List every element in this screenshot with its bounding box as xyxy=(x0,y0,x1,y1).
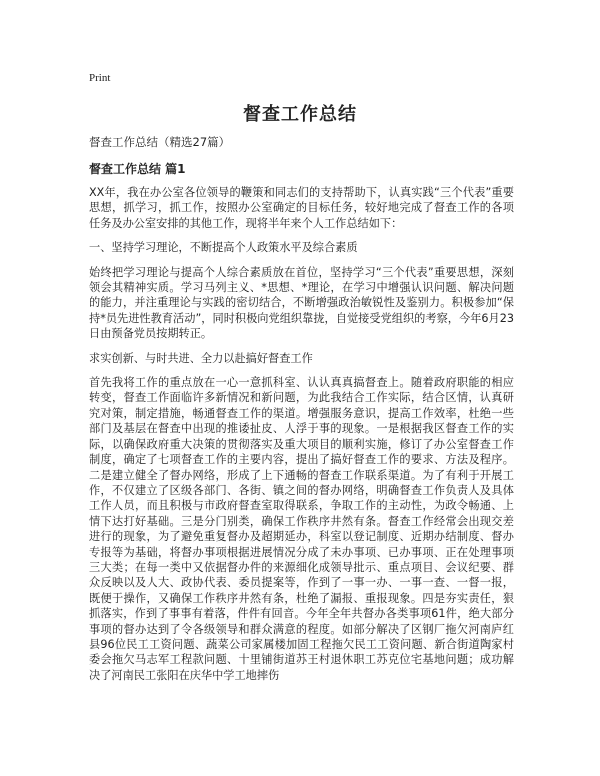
paragraph: 首先我将工作的重点放在一心一意抓科室、认认真真搞督查上。随着政府职能的相应转变，督查工作面临许多新情况和新问题，为此我结合工作实际，结合区情，认真研究对策，制定措施，畅通督查工作的渠道。增强服务意识，提高工作效率，杜绝一些部门及基层在督查中出现的推诿扯皮、人浮于事的现象。一是根据我区督查工作的实际，以确保政府重大决策的贯彻落实及重大项目的顺利实施，修订了办公室督查工作制度，确定了七项督查工作的主要内容，提出了搞好督查工作的要求、方法及程序。二是建立健全了督办网络，形成了上下通畅的督查工作联系渠道。为了有利于开展工作，不仅建立了区级各部门、各街、镇之间的督办网络，明确督查工作负责人及具体工作人员，而且积极与市政府督查室取得联系，争取工作的主动性，为政令畅通、上情下达打好基础。三是分门别类，确保工作秩序井然有条。督查工作经常会出现交差进行的现象，为了避免重复督办及超期延办，科室以登记制度、近期办结制度、督办专报等为基础，将督办事项根据进展情况分成了未办事项、已办事项、正在处理事项三大类；在每一类中又依据督办件的来源细化成领导批示、重点项目、会议纪要、群众反映以及人大、政协代表、委员提案等，作到了一事一办、一事一查、一督一报，既便于操作，又确保工作秩序井然有条，杜绝了漏报、重报现象。四是夯实责任，狠抓落实，作到了事事有着落，件件有回音。今年全年共督办各类事项61件，绝大部分事项的督办达到了令各级领导和群众满意的程度。如部分解决了区钢厂拖欠河南庐红县96位民工工资问题、蔬菜公司家属楼加固工程拖欠民工工资问题、新合街道陶家村委会拖欠马志军工程款问题、十里铺街道苏王村退休职工苏克位宅基地问题；成功解决了河南民工张阳在庆华中学工地摔伤 xyxy=(89,376,514,682)
paragraph: 始终把学习理论与提高个人综合素质放在首位，坚持学习“三个代表”重要思想，深刻领会其精神实质。学习马列主义、*思想、*理论，在学习中增强认识问题、解决问题的能力，并注重理论与实践的密切结合，不断增强政治敏锐性及鉴别力。积极参加“保持*员先进性教育活动”，同时积极向党组织靠拢，自觉接受党组织的考察，今年6月23日由预备党员按期转正。 xyxy=(89,265,514,341)
section-heading: 督查工作总结 篇1 xyxy=(89,162,186,176)
page-title: 督查工作总结 xyxy=(243,104,357,125)
paragraph: XX年，我在办公室各位领导的鞭策和同志们的支持帮助下，认真实践“三个代表”重要思想，抓学习，抓工作，按照办公室确定的目标任务，较好地完成了督查工作的各项任务及办公室安排的其他工作，现将半年来个人工作总结如下： xyxy=(89,186,514,230)
document-subtitle: 督查工作总结（精选27篇） xyxy=(89,135,231,149)
document-body xyxy=(89,185,514,692)
section-heading-2: 求实创新、与时共进、全力以赴搞好督查工作 xyxy=(89,351,313,365)
print-link[interactable]: Print xyxy=(89,72,111,84)
section-heading-1: 一、坚持学习理论，不断提高个人政策水平及综合素质 xyxy=(89,241,358,255)
